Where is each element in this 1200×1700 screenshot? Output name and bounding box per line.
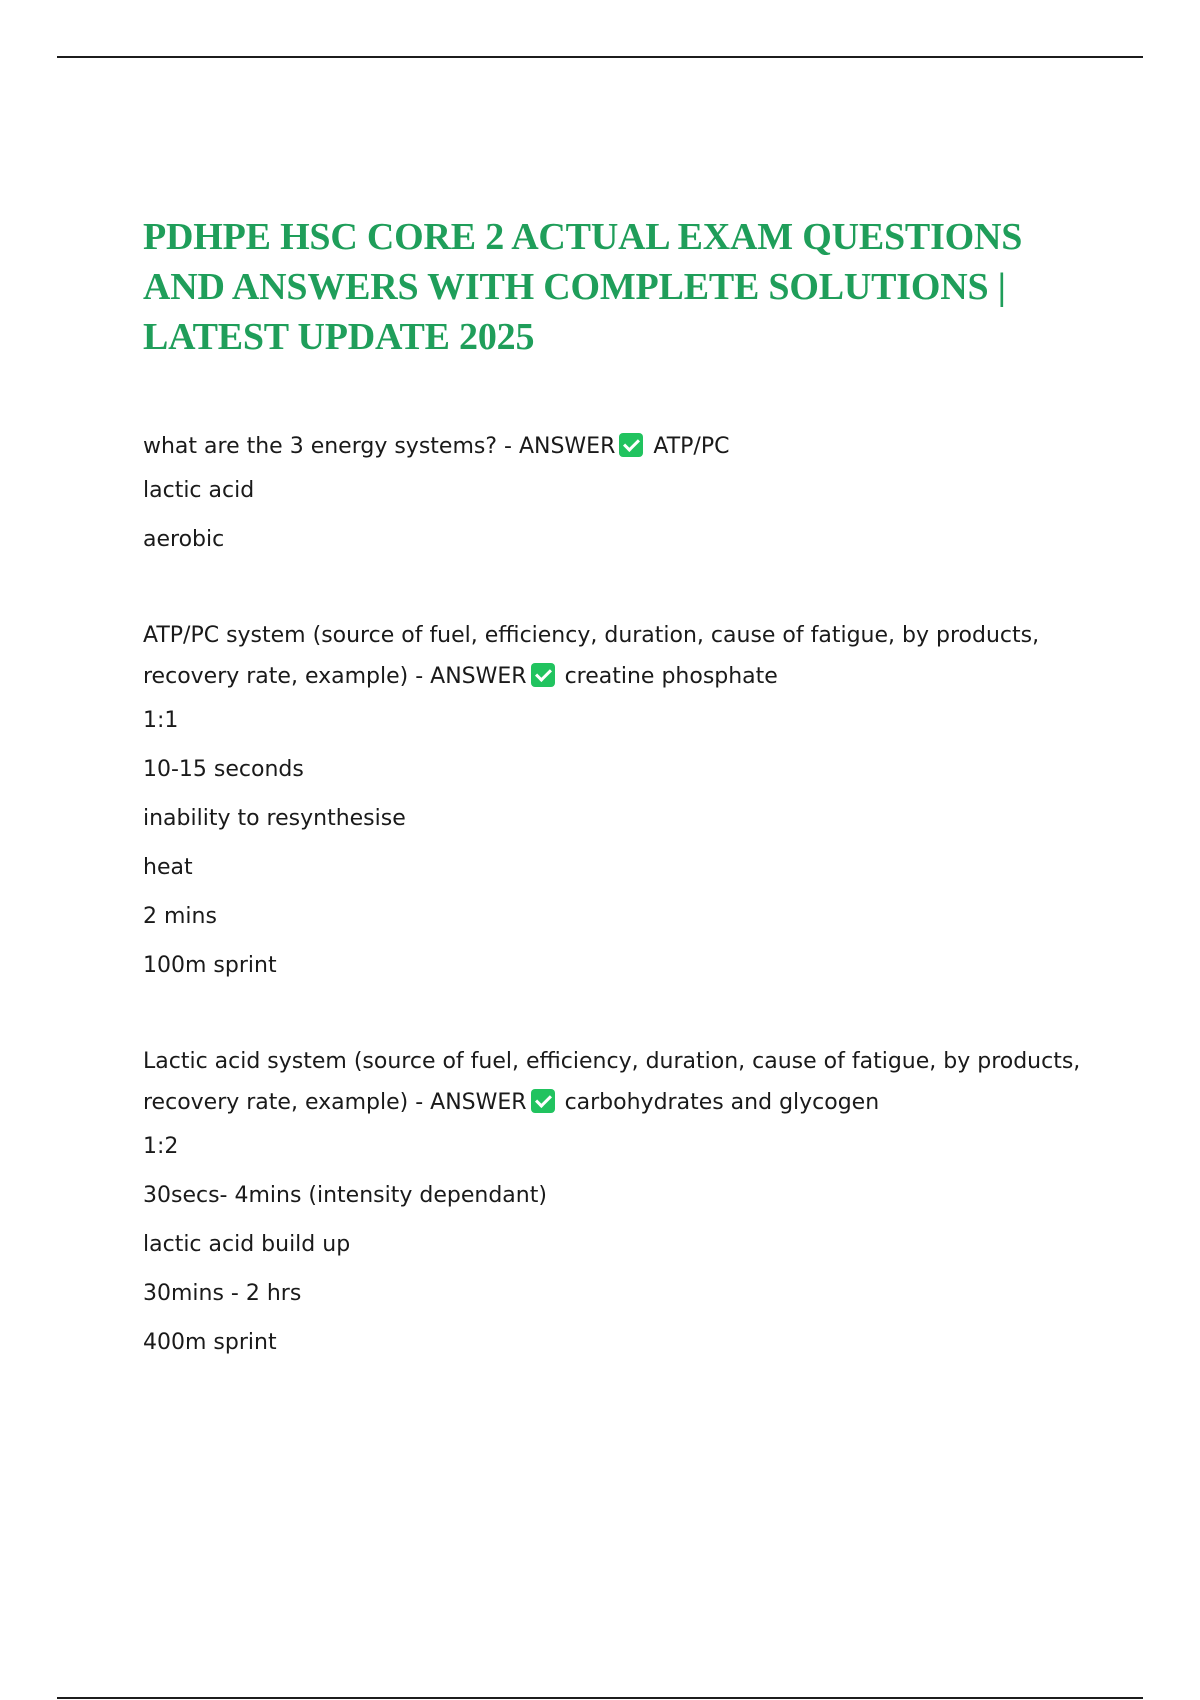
answer-line: 30mins - 2 hrs <box>143 1281 302 1306</box>
answer-line: 2 mins <box>143 904 217 929</box>
answer-line: 1:1 <box>143 708 179 733</box>
question-text: ATP/PC system (source of fuel, efficiency, duration, cause of fatigue, by products, recovery rate, example) - ANSWER <box>143 623 1040 689</box>
document-body <box>143 212 1083 1418</box>
top-rule <box>57 56 1143 58</box>
question <box>143 426 1083 467</box>
answer-text: ATP/PC <box>653 434 730 459</box>
answer-line: 100m sprint <box>143 953 277 978</box>
document-title: PDHPE HSC CORE 2 ACTUAL EXAM QUESTIONS AND ANSWERS WITH COMPLETE SOLUTIONS | LATEST UPDATE 2025 <box>143 216 1023 358</box>
qa-item <box>143 1041 1083 1368</box>
answer-line: lactic acid build up <box>143 1232 351 1257</box>
question <box>143 615 1083 697</box>
check-mark-icon <box>531 1089 555 1113</box>
question-text: what are the 3 energy systems? - ANSWER <box>143 434 616 459</box>
answer-line: 1:2 <box>143 1134 179 1159</box>
answer-line: lactic acid <box>143 478 255 503</box>
qa-item <box>143 426 1083 565</box>
answer-text: carbohydrates and glycogen <box>564 1090 880 1115</box>
qa-list <box>143 426 1083 1368</box>
qa-item <box>143 615 1083 991</box>
answer-line: heat <box>143 855 193 880</box>
answer-line: aerobic <box>143 527 225 552</box>
answer-line: inability to resynthesise <box>143 806 406 831</box>
answer-text: creatine phosphate <box>564 664 778 689</box>
question-text: Lactic acid system (source of fuel, efficiency, duration, cause of fatigue, by products, recovery rate, example) - ANSWER <box>143 1049 1081 1115</box>
answer-line: 30secs- 4mins (intensity dependant) <box>143 1183 547 1208</box>
question <box>143 1041 1083 1123</box>
answer-line: 400m sprint <box>143 1330 277 1355</box>
check-mark-icon <box>619 433 643 457</box>
answer-line: 10-15 seconds <box>143 757 304 782</box>
bottom-rule <box>57 1697 1143 1699</box>
check-mark-icon <box>531 663 555 687</box>
